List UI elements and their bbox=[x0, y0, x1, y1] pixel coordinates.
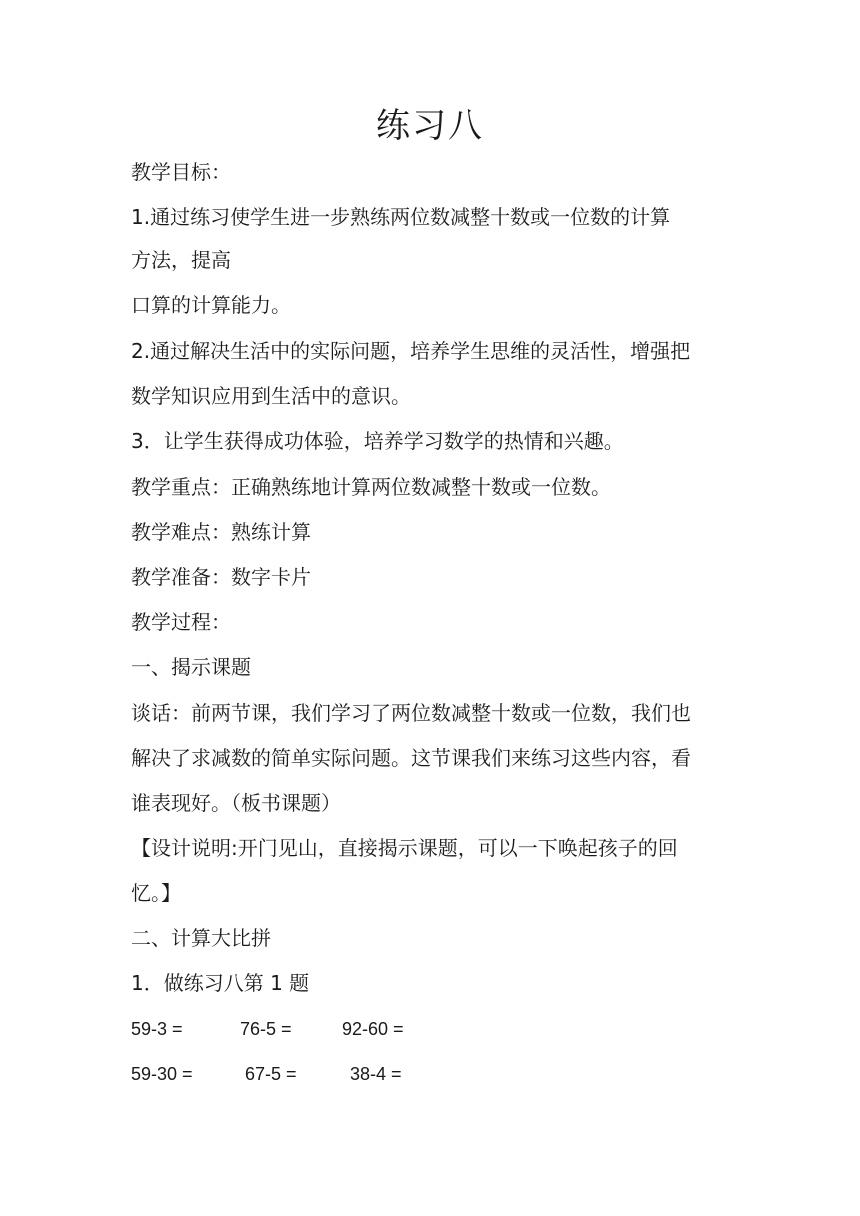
design-note-line-1: 【设计说明:开门见山，直接揭示课题，可以一下唤起孩子的回 bbox=[131, 836, 678, 860]
exercise-instruction: 1．做练习八第 1 题 bbox=[131, 971, 310, 995]
goal-2-line-1: 2.通过解决生活中的实际问题，培养学生思维的灵活性，增强把 bbox=[131, 339, 691, 363]
exercise-item: 92-60 = bbox=[342, 1019, 404, 1039]
exercise-item: 59-30 = bbox=[131, 1064, 193, 1084]
goal-1-line-1: 1.通过练习使学生进一步熟练两位数减整十数或一位数的计算 bbox=[131, 205, 671, 229]
section-2-heading: 二、计算大比拼 bbox=[131, 926, 271, 950]
talk-line-1: 谈话：前两节课，我们学习了两位数减整十数或一位数，我们也 bbox=[131, 701, 691, 725]
design-note-line-2: 忆。】 bbox=[131, 881, 181, 905]
exercise-item: 67-5 = bbox=[245, 1064, 297, 1084]
exercise-item: 38-4 = bbox=[350, 1064, 402, 1084]
section-1-heading: 一、揭示课题 bbox=[131, 655, 251, 679]
goal-2-line-2: 数学知识应用到生活中的意识。 bbox=[131, 384, 411, 408]
teaching-preparation: 教学准备：数字卡片 bbox=[131, 565, 311, 589]
heading-teaching-process: 教学过程： bbox=[131, 610, 231, 634]
exercise-item: 59-3 = bbox=[131, 1019, 183, 1039]
exercise-item: 76-5 = bbox=[240, 1019, 292, 1039]
teaching-key-point: 教学重点：正确熟练地计算两位数减整十数或一位数。 bbox=[131, 475, 611, 499]
goal-1-line-3: 口算的计算能力。 bbox=[131, 293, 291, 317]
talk-line-3: 谁表现好。（板书课题） bbox=[131, 791, 341, 815]
goal-3: 3．让学生获得成功体验，培养学习数学的热情和兴趣。 bbox=[131, 429, 624, 453]
talk-line-2: 解决了求减数的简单实际问题。这节课我们来练习这些内容，看 bbox=[131, 746, 691, 770]
goal-1-line-2: 方法，提高 bbox=[131, 248, 231, 272]
teaching-difficulty: 教学难点：熟练计算 bbox=[131, 520, 311, 544]
page-title: 练习八 bbox=[376, 106, 484, 146]
heading-teaching-goals: 教学目标： bbox=[131, 160, 231, 184]
